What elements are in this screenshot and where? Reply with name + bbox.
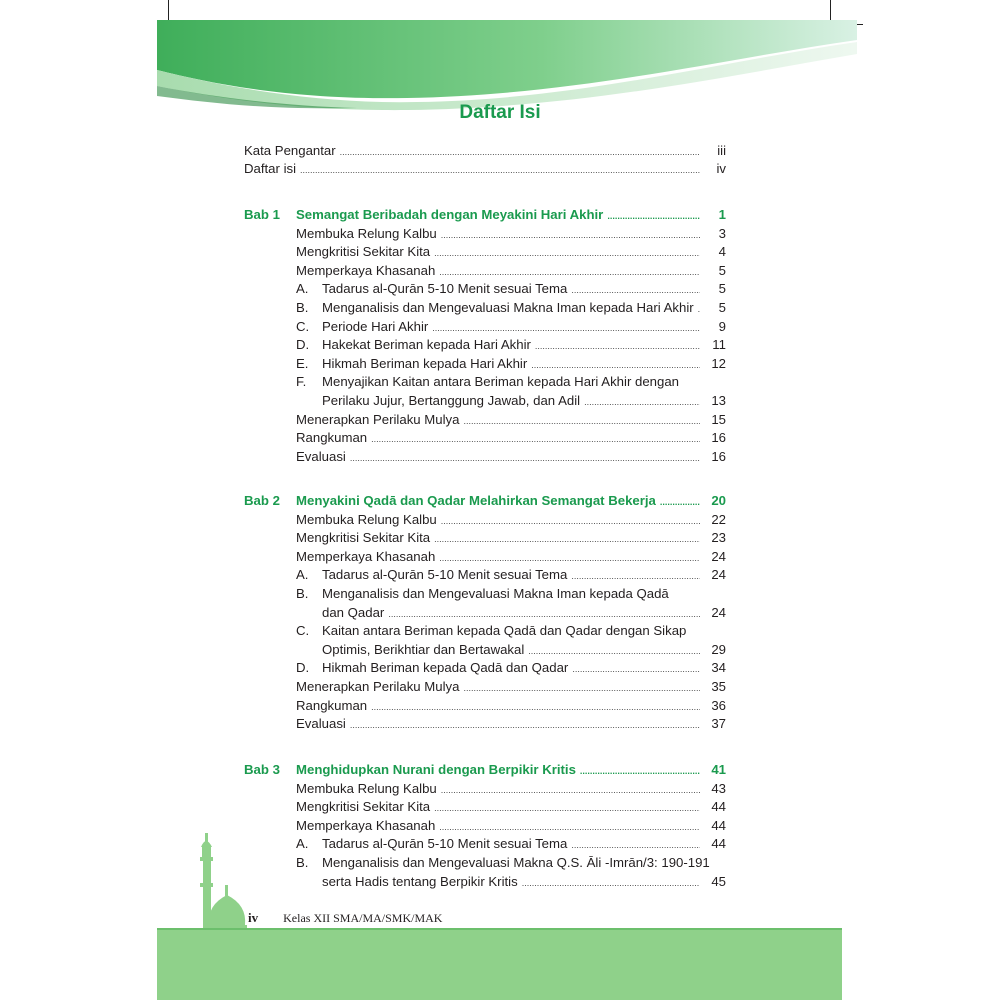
dot-leader — [584, 393, 700, 411]
dot-leader — [572, 660, 700, 678]
dot-leader — [439, 549, 700, 567]
dot-leader — [607, 207, 700, 225]
item-letter: E. — [296, 356, 309, 371]
dot-leader — [434, 244, 700, 262]
page-ref: 5 — [718, 281, 726, 296]
entry-text: Mengkritisi Sekitar Kita — [296, 244, 431, 259]
toc-entry[interactable] — [296, 336, 726, 355]
dot-leader — [580, 762, 700, 780]
dot-leader — [535, 337, 700, 355]
entry-text: Tadarus al-Qurān 5-10 Menit sesuai Tema — [322, 281, 568, 296]
chapter-title: Menyakini Qadā dan Qadar Melahirkan Semangat Bekerja — [296, 493, 656, 508]
entry-text: Menganalisis dan Mengevaluasi Makna Iman kepada Hari Akhir — [322, 300, 694, 315]
toc-entry[interactable] — [296, 243, 726, 262]
entry-text: Tadarus al-Qurān 5-10 Menit sesuai Tema — [322, 836, 568, 851]
item-letter: B. — [296, 300, 309, 315]
page-ref: 5 — [718, 263, 726, 278]
dot-leader — [434, 799, 700, 817]
toc-entry[interactable] — [296, 280, 726, 299]
dot-leader — [571, 281, 700, 299]
item-letter: D. — [296, 660, 310, 675]
page-ref: 41 — [711, 762, 726, 777]
chapter-label: Bab 3 — [244, 762, 280, 777]
page-ref: 45 — [711, 874, 726, 889]
entry-text: Tadarus al-Qurān 5-10 Menit sesuai Tema — [322, 567, 568, 582]
toc-entry[interactable] — [296, 355, 726, 374]
entry-text: Evaluasi — [296, 716, 346, 731]
toc-entry[interactable] — [296, 262, 726, 281]
page-ref: 35 — [711, 679, 726, 694]
toc-entry[interactable] — [296, 511, 726, 530]
toc-entry[interactable] — [296, 798, 726, 817]
page-ref: iii — [717, 143, 726, 158]
dot-leader — [300, 161, 700, 179]
page-ref: 37 — [711, 716, 726, 731]
toc-entry[interactable] — [296, 318, 726, 337]
page-ref: 16 — [711, 430, 726, 445]
toc-chapter-3[interactable] — [244, 761, 726, 780]
page-ref: 11 — [712, 337, 726, 352]
item-letter: A. — [296, 567, 309, 582]
dot-leader — [571, 567, 700, 585]
dot-leader — [441, 226, 700, 244]
toc-entry[interactable] — [296, 622, 726, 640]
entry-text: Kata Pengantar — [244, 143, 336, 158]
page-ref: 5 — [718, 300, 726, 315]
entry-text: Menerapkan Perilaku Mulya — [296, 412, 460, 427]
entry-text: Perilaku Jujur, Bertanggung Jawab, dan Adil — [322, 393, 581, 408]
entry-text: serta Hadis tentang Berpikir Kritis — [322, 874, 518, 889]
entry-text: Mengkritisi Sekitar Kita — [296, 530, 431, 545]
toc-entry[interactable] — [296, 429, 726, 448]
dot-leader — [371, 430, 700, 448]
toc-entry[interactable] — [296, 299, 726, 318]
toc-entry[interactable] — [296, 585, 726, 603]
entry-text: Menganalisis dan Mengevaluasi Makna Q.S. Āli -Imrān/3: 190-191 — [322, 855, 710, 870]
toc-entry[interactable] — [296, 659, 726, 678]
dot-leader — [528, 642, 700, 660]
page-ref: 12 — [711, 356, 726, 371]
page-ref: 24 — [711, 549, 726, 564]
item-letter: A. — [296, 281, 309, 296]
toc-entry[interactable] — [296, 678, 726, 697]
dot-leader — [340, 143, 700, 161]
toc-entry[interactable] — [296, 697, 726, 716]
page-ref: 15 — [711, 412, 726, 427]
entry-text: Membuka Relung Kalbu — [296, 781, 437, 796]
dot-leader — [350, 449, 700, 467]
entry-text: Memperkaya Khasanah — [296, 818, 436, 833]
page-ref: 3 — [718, 226, 726, 241]
page-ref: 44 — [711, 818, 726, 833]
dot-leader — [388, 605, 700, 623]
entry-text: Membuka Relung Kalbu — [296, 512, 437, 527]
page-title: Daftar Isi — [459, 102, 541, 123]
chapter-label: Bab 1 — [244, 207, 280, 222]
entry-text: Menyajikan Kaitan antara Beriman kepada Hari Akhir dengan — [322, 374, 680, 389]
entry-text: Menerapkan Perilaku Mulya — [296, 679, 460, 694]
footer-band-decoration — [157, 928, 842, 1000]
dot-leader — [439, 818, 700, 836]
dot-leader — [441, 512, 700, 530]
dot-leader — [439, 263, 700, 281]
page-ref: 34 — [711, 660, 726, 675]
page-footer — [248, 910, 442, 926]
toc-entry[interactable] — [296, 835, 726, 854]
dot-leader — [371, 698, 700, 716]
entry-text: dan Qadar — [322, 605, 385, 620]
page-ref: 43 — [711, 781, 726, 796]
entry-text: Hikmah Beriman kepada Hari Akhir — [322, 356, 528, 371]
page-ref: 22 — [711, 512, 726, 527]
entry-text: Membuka Relung Kalbu — [296, 226, 437, 241]
page-ref: 44 — [711, 836, 726, 851]
entry-text: Rangkuman — [296, 698, 368, 713]
dot-leader — [350, 716, 700, 734]
toc-entry-front[interactable] — [244, 160, 726, 179]
chapter-title: Semangat Beribadah dengan Meyakini Hari Akhir — [296, 207, 604, 222]
item-letter: B. — [296, 855, 309, 870]
dot-leader — [522, 874, 700, 892]
page-ref: 9 — [718, 319, 726, 334]
entry-text: Menganalisis dan Mengevaluasi Makna Iman kepada Qadā — [322, 586, 669, 601]
item-letter: F. — [296, 374, 307, 389]
chapter-title: Menghidupkan Nurani dengan Berpikir Kritis — [296, 762, 576, 777]
item-letter: D. — [296, 337, 310, 352]
toc-entry[interactable] — [296, 566, 726, 585]
entry-text: Periode Hari Akhir — [322, 319, 429, 334]
dot-leader — [441, 781, 700, 799]
toc-entry[interactable] — [296, 817, 726, 836]
page-ref: iv — [716, 161, 726, 176]
dot-leader — [571, 836, 700, 854]
page-ref: 23 — [711, 530, 726, 545]
toc-chapter-1[interactable] — [244, 206, 726, 225]
page-ref: 36 — [711, 698, 726, 713]
dot-leader — [432, 319, 700, 337]
running-footer-text: Kelas XII SMA/MA/SMK/MAK — [283, 911, 443, 925]
toc-entry[interactable] — [322, 392, 726, 411]
page-ref: 13 — [711, 393, 726, 408]
toc-chapter-2[interactable] — [244, 492, 726, 511]
page-ref: 44 — [711, 799, 726, 814]
dot-leader — [531, 356, 700, 374]
dot-leader — [660, 493, 700, 511]
page-ref: 29 — [711, 642, 726, 657]
toc-entry[interactable] — [296, 225, 726, 244]
page-ref: 4 — [718, 244, 726, 259]
page-ref: 16 — [711, 449, 726, 464]
item-letter: C. — [296, 623, 310, 638]
dot-leader — [463, 679, 700, 697]
entry-text: Hikmah Beriman kepada Qadā dan Qadar — [322, 660, 569, 675]
item-letter: B. — [296, 586, 309, 601]
toc-entry[interactable] — [322, 873, 726, 892]
page-ref: 24 — [711, 567, 726, 582]
toc-entry[interactable] — [296, 780, 726, 799]
entry-text: Memperkaya Khasanah — [296, 263, 436, 278]
toc-entry[interactable] — [322, 604, 726, 623]
entry-text: Rangkuman — [296, 430, 368, 445]
dot-leader — [463, 412, 700, 430]
toc-entry[interactable] — [296, 411, 726, 430]
toc-entry[interactable] — [322, 641, 726, 660]
dot-leader — [434, 530, 700, 548]
toc-entry[interactable] — [296, 854, 726, 872]
page-ref: 20 — [711, 493, 726, 508]
entry-text: Optimis, Berikhtiar dan Bertawakal — [322, 642, 525, 657]
entry-text: Kaitan antara Beriman kepada Qadā dan Qadar dengan Sikap — [322, 623, 687, 638]
toc-entry[interactable] — [296, 448, 726, 467]
chapter-label: Bab 2 — [244, 493, 280, 508]
toc-entry[interactable] — [296, 548, 726, 567]
entry-text: Hakekat Beriman kepada Hari Akhir — [322, 337, 531, 352]
page-ref: 1 — [718, 207, 726, 222]
toc-entry[interactable] — [296, 715, 726, 734]
page-number: iv — [248, 910, 259, 925]
entry-text: Evaluasi — [296, 449, 346, 464]
toc-entry[interactable] — [296, 529, 726, 548]
toc-entry-front[interactable] — [244, 142, 726, 161]
entry-text: Memperkaya Khasanah — [296, 549, 436, 564]
item-letter: A. — [296, 836, 309, 851]
entry-text: Daftar isi — [244, 161, 297, 176]
dot-leader — [698, 300, 700, 318]
entry-text: Mengkritisi Sekitar Kita — [296, 799, 431, 814]
item-letter: C. — [296, 319, 310, 334]
toc-entry[interactable] — [296, 373, 726, 391]
page-ref: 24 — [711, 605, 726, 620]
